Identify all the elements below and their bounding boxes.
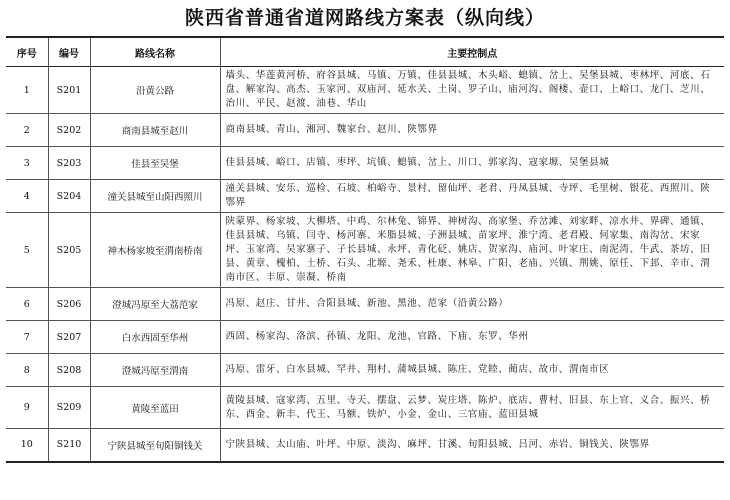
route-name: 澄城冯原至渭南	[90, 354, 220, 387]
route-name: 澄城冯原至大荔范家	[90, 288, 220, 321]
control-points: 冯原、雷牙、白水县城、罕井、翔村、蒲城县城、陈庄、党睦、蔺店、故市、渭南市区	[220, 354, 724, 387]
header-code: 编号	[48, 37, 90, 67]
row-index: 9	[6, 387, 48, 429]
table-row	[6, 288, 724, 321]
route-code: S208	[48, 354, 90, 387]
route-code: S202	[48, 114, 90, 147]
header-index: 序号	[6, 37, 48, 67]
route-name: 宁陕县城至旬阳铜钱关	[90, 429, 220, 462]
row-index: 7	[6, 321, 48, 354]
row-index: 1	[6, 67, 48, 114]
route-name: 沿黄公路	[90, 67, 220, 114]
row-index: 10	[6, 429, 48, 462]
header-points: 主要控制点	[220, 37, 724, 67]
route-name: 商南县城至赵川	[90, 114, 220, 147]
table-row	[6, 213, 724, 288]
table-row	[6, 429, 724, 462]
route-code: S210	[48, 429, 90, 462]
row-index: 6	[6, 288, 48, 321]
route-table	[6, 36, 724, 463]
page-title: 陕西省普通省道网路线方案表（纵向线）	[184, 7, 545, 29]
control-points: 冯原、赵庄、甘井、合阳县城、新池、黑池、范家（沿黄公路）	[220, 288, 724, 321]
table-row	[6, 354, 724, 387]
table-row	[6, 321, 724, 354]
table-row	[6, 180, 724, 213]
row-index: 4	[6, 180, 48, 213]
table-row	[6, 147, 724, 180]
control-points: 陕蒙界、杨家坡、大柳塔、中鸡、尔林兔、锦界、神树沟、高家堡、乔岔滩、刘家畔、凉水井、界碑、通镇、佳县县城、乌镇、闫寺、杨河寨、米脂县城、子洲县城、苗家坪、淮宁湾、老君殿、何家集、南沟岔、宋家坪、玉家湾、吴家寨子、子长县城、永坪、青化砭、姚店、贺家沟、庙河、叶家庄、南泥湾、牛武、茶坊、旧县、黄章、槐柏、土桥、石头、北塬、尧禾、杜康、林皋、广阳、老庙、兴镇、荆姚、原任、下邽、辛市、渭南市区、丰原、崇凝、桥南	[220, 213, 724, 288]
row-index: 5	[6, 213, 48, 288]
route-code: S201	[48, 67, 90, 114]
control-points: 宁陕县城、太山庙、叶坪、中原、淡沟、麻坪、甘溪、旬阳县城、吕河、赤岩、铜钱关、陕鄂界	[220, 429, 724, 462]
table-row	[6, 67, 724, 114]
row-index: 2	[6, 114, 48, 147]
route-code: S205	[48, 213, 90, 288]
row-index: 8	[6, 354, 48, 387]
route-code: S204	[48, 180, 90, 213]
route-name: 黄陵至蓝田	[90, 387, 220, 429]
table-header-row	[6, 37, 724, 67]
control-points: 佳县县城、峪口、店镇、枣坪、坑镇、螅镇、岔上、川口、郭家沟、寇家塬、吴堡县城	[220, 147, 724, 180]
route-name: 神木杨家坡至渭南桥南	[90, 213, 220, 288]
control-points: 西固、杨家沟、洛滨、孙镇、龙阳、龙池、官路、下庙、东罗、华州	[220, 321, 724, 354]
route-name: 潼关县城至山阳西照川	[90, 180, 220, 213]
route-code: S203	[48, 147, 90, 180]
route-name: 佳县至吴堡	[90, 147, 220, 180]
table-row	[6, 387, 724, 429]
route-code: S206	[48, 288, 90, 321]
route-code: S207	[48, 321, 90, 354]
control-points: 墙头、华莲黄河桥、府谷县城、马镇、万镇、佳县县城、木头峪、螅镇、岔上、吴堡县城、枣林坪、河底、石盘、解家沟、高杰、玉家河、双庙河、延水关、土岗、罗子山、庙河沟、阁楼、壶口、上峪口、龙门、芝川、治川、平民、赵渡、油巷、华山	[220, 67, 724, 114]
route-name: 白水西固至华州	[90, 321, 220, 354]
row-index: 3	[6, 147, 48, 180]
control-points: 商南县城、青山、湘河、魏家台、赵川、陕鄂界	[220, 114, 724, 147]
header-name: 路线名称	[90, 37, 220, 67]
table-row	[6, 114, 724, 147]
control-points: 黄陵县城、寇家湾、五里、寺天、摆盘、云梦、炭庄塔、陈炉、底店、曹村、旧县、东上官、义合、振兴、桥东、酉金、新丰、代王、马额、铁炉、小金、金山、三官庙、蓝田县城	[220, 387, 724, 429]
control-points: 潼关县城、安乐、巡检、石坡、柏峪寺、景村、留仙坪、老君、丹凤县城、寺坪、毛里树、银花、西照川、陕鄂界	[220, 180, 724, 213]
route-code: S209	[48, 387, 90, 429]
